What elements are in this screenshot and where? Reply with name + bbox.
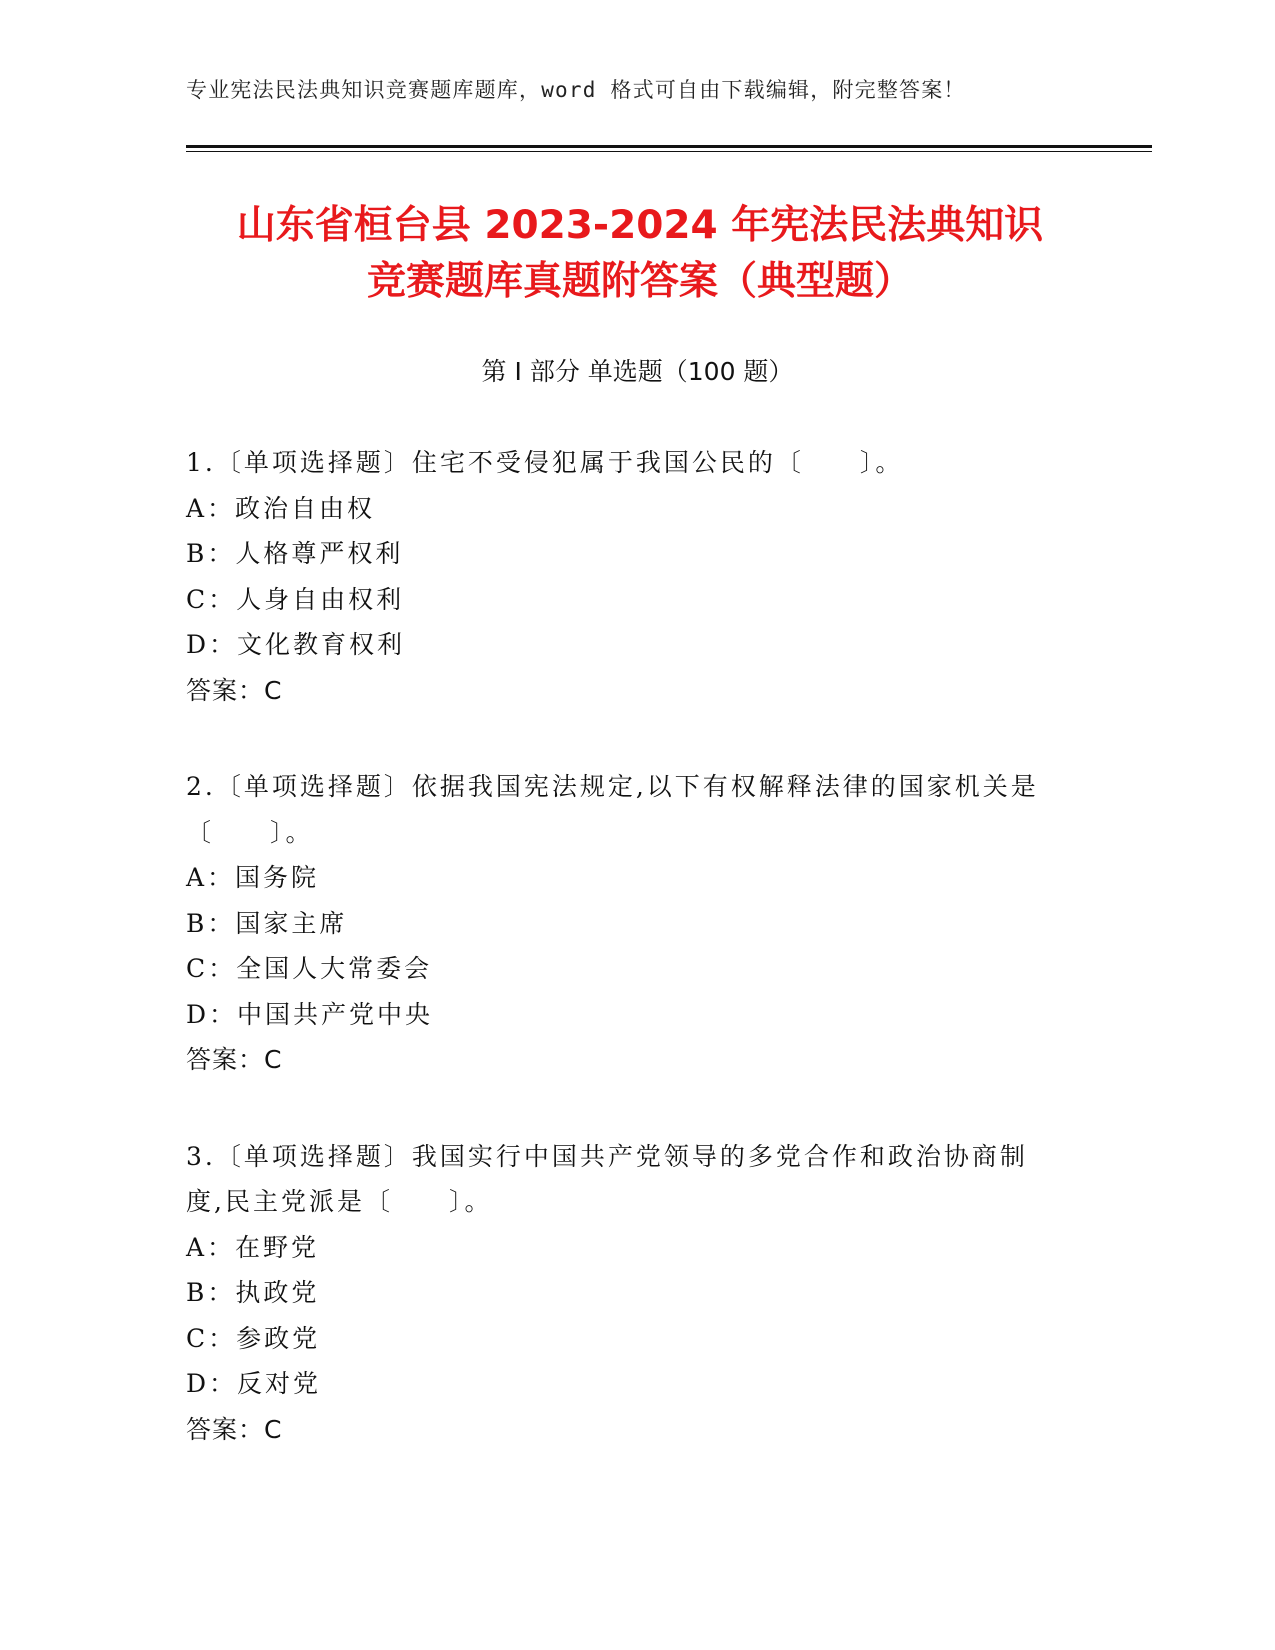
question-stem-continued: 〔 〕。 <box>186 817 314 847</box>
header-divider-thin <box>186 151 1152 152</box>
option-c: C：参政党 <box>186 1323 321 1353</box>
option-b: B：人格尊严权利 <box>186 539 404 568</box>
question-list <box>186 440 1086 1503</box>
question-stem: 3.〔单项选择题〕我国实行中国共产党领导的多党合作和政治协商制 <box>186 1141 1028 1171</box>
option-b: B：国家主席 <box>186 908 348 938</box>
option-c: C：全国人大常委会 <box>186 954 433 983</box>
question-stem-continued: 度,民主党派是〔 〕。 <box>186 1187 493 1216</box>
option-d: D：反对党 <box>186 1369 322 1398</box>
answer-line: 答案：C <box>186 1414 283 1444</box>
question-item <box>186 1134 1086 1453</box>
option-d: D：文化教育权利 <box>186 630 406 659</box>
option-a: A：国务院 <box>186 863 320 892</box>
answer-line: 答案：C <box>186 1045 283 1074</box>
title-line-1: 山东省桓台县 2023-2024 年宪法民法典知识 <box>236 203 1044 248</box>
question-item <box>186 440 1086 713</box>
answer-line: 答案：C <box>186 675 283 705</box>
option-c: C：人身自由权利 <box>186 584 405 614</box>
title-line-2: 竞赛题库真题附答案（典型题） <box>366 259 913 304</box>
header-divider-thick <box>186 145 1152 148</box>
section-heading: 第 I 部分 单选题（100 题） <box>481 357 794 386</box>
option-b: B：执政党 <box>186 1278 320 1307</box>
question-stem: 2.〔单项选择题〕依据我国宪法规定,以下有权解释法律的国家机关是 <box>186 772 1039 801</box>
question-item <box>186 764 1086 1083</box>
option-a: A：政治自由权 <box>186 493 376 523</box>
document-title <box>140 198 1140 310</box>
option-d: D：中国共产党中央 <box>186 999 434 1029</box>
option-a: A：在野党 <box>186 1232 320 1262</box>
page-header: 专业宪法民法典知识竞赛题库题库，word 格式可自由下载编辑，附完整答案！ <box>186 78 966 102</box>
question-stem: 1.〔单项选择题〕住宅不受侵犯属于我国公民的〔 〕。 <box>186 448 904 477</box>
